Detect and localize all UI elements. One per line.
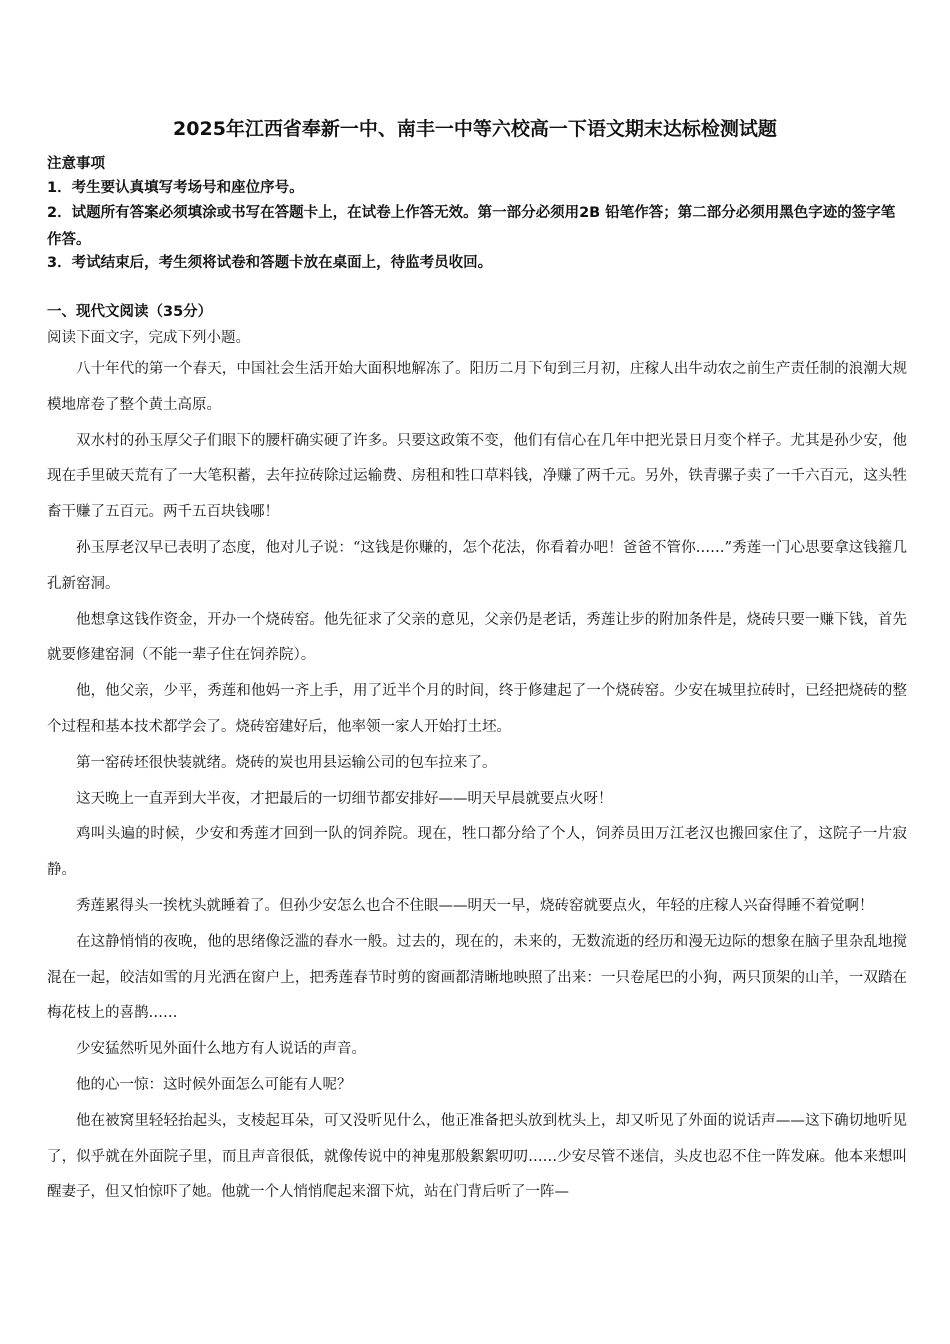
section-instruction: 阅读下面文字，完成下列小题。 [47,330,250,346]
reading-passage [47,352,907,1211]
paragraph: 八十年代的第一个春天，中国社会生活开始大面积地解冻了。阳历二月下旬到三月初，庄稼人出牛动农之前生产责任制的浪潮大规模地席卷了整个黄土高原。 [47,361,907,413]
paragraph: 他，他父亲，少平，秀莲和他妈一齐上手，用了近半个月的时间，终于修建起了一个烧砖窑。少安在城里拉砖时，已经把烧砖的整个过程和基本技术都学会了。烧砖窑建好后，他率领一家人开始打土坯。 [47,683,907,735]
paragraph: 他想拿这钱作资金，开办一个烧砖窑。他先征求了父亲的意见，父亲仍是老话，秀莲让步的附加条件是，烧砖只要一赚下钱，首先就要修建窑洞（不能一辈子住在饲养院）。 [47,611,907,664]
paragraph: 这天晚上一直弄到大半夜，才把最后的一切细节都安排好——明天早晨就要点火呀！ [76,790,613,807]
notice-item-2: 2．试题所有答案必须填涂或书写在答题卡上，在试卷上作答无效。第一部分必须用2B 铅笔作答；第二部分必须用黑色字迹的签字笔作答。 [47,205,896,248]
paragraph: 双水村的孙玉厚父子们眼下的腰杆确实硬了许多。只要这政策不变，他们有信心在几年中把光景日月变个样子。尤其是孙少安，他现在手里破天荒有了一大笔积蓄，去年拉砖除过运输费、房租和牲口草料钱，净赚了两千元。另外，铁青骡子卖了一千六百元，这头牲畜干赚了五百元。两千五百块钱哪！ [47,432,907,521]
notice-item-3: 3．考试结束后，考生须将试卷和答题卡放在桌面上，待监考员收回。 [47,255,493,271]
paragraph: 他的心一惊：这时候外面怎么可能有人呢？ [76,1076,352,1093]
page-title: 2025年江西省奉新一中、南丰一中等六校高一下语文期末达标检测试题 [173,118,777,140]
paragraph: 秀莲累得头一挨枕头就睡着了。但孙少安怎么也合不住眼——明天一早，烧砖窑就要点火，年轻的庄稼人兴奋得睡不着觉啊！ [76,897,874,914]
section-heading: 一、现代文阅读（35分） [47,304,213,320]
notice-heading: 注意事项 [47,156,105,172]
paragraph: 第一窑砖坯很快装就绪。烧砖的炭也用县运输公司的包车拉来了。 [76,754,497,771]
paragraph: 他在被窝里轻轻抬起头，支棱起耳朵，可又没听见什么，他正准备把头放到枕头上，却又听见了外面的说话声——这下确切地听见了，似乎就在外面院子里，而且声音很低，就像传说中的神鬼那般絮絮叨叨……少安尽管不迷信，头皮也忍不住一阵发麻。他本来想叫醒妻子，但又怕惊吓了她。他就一个人悄悄爬起来溜下炕，站在门背后听了一阵— [47,1112,907,1201]
notice-item-1: 1．考生要认真填写考场号和座位序号。 [47,180,304,196]
paragraph: 孙玉厚老汉早已表明了态度，他对儿子说：“这钱是你赚的，怎个花法，你看着办吧！爸爸不管你……”秀莲一门心思要拿这钱箍几孔新窑洞。 [47,539,907,592]
paragraph: 在这静悄悄的夜晚，他的思绪像泛滥的春水一般。过去的，现在的，未来的，无数流逝的经历和漫无边际的想象在脑子里杂乱地搅混在一起，皎洁如雪的月光洒在窗户上，把秀莲春节时剪的窗画都清晰地映照了出来：一只卷尾巴的小狗，两只顶架的山羊，一双踏在梅花枝上的喜鹊…… [47,933,907,1022]
paragraph: 少安猛然听见外面什么地方有人说话的声音。 [76,1041,366,1058]
paragraph: 鸡叫头遍的时候，少安和秀莲才回到一队的饲养院。现在，牲口都分给了个人，饲养员田万江老汉也搬回家住了，这院子一片寂静。 [47,826,907,879]
